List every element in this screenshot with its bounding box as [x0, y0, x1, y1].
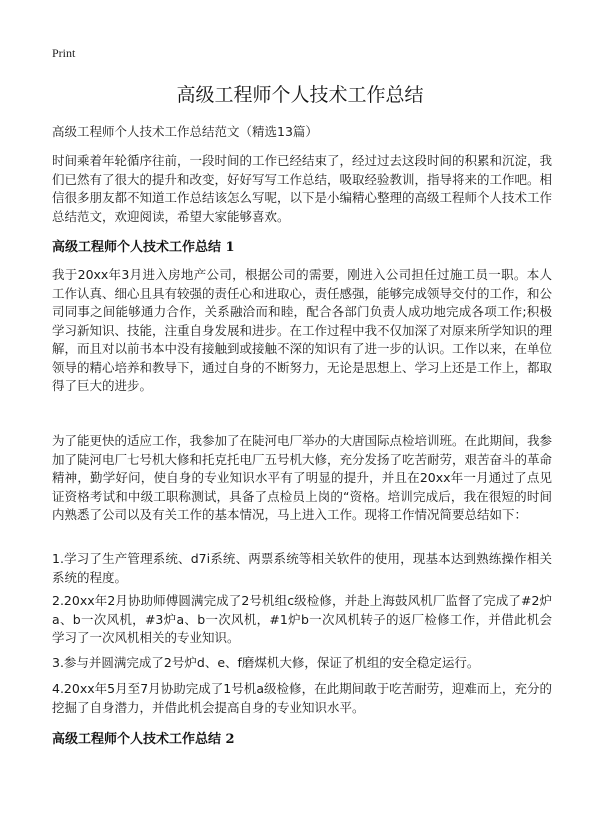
section-1-list-item-3: 3.参与并圆满完成了2号炉d、e、f磨煤机大修，保证了机组的安全稳定运行。 [52, 655, 480, 670]
section-heading-1: 高级工程师个人技术工作总结 1 [52, 240, 235, 255]
section-1-list-item-2: 2.20xx年2月协助师傅圆满完成了2号机组c级检修，并赴上海鼓风机厂监督了完成了#2炉a、b一次风机，#3炉a、b一次风机，#1炉b一次风机转子的返厂检修工作，并借此机会学习了一次风机相关的专业知识。 [52, 593, 552, 645]
print-link[interactable]: Print [52, 46, 76, 60]
intro-paragraph: 时间乘着年轮循序往前，一段时间的工作已经结束了，经过过去这段时间的积累和沉淀，我们已然有了很大的提升和改变，好好写写工作总结，吸取经验教训，指导将来的工作吧。相信很多朋友都不知道工作总结该怎么写呢，以下是小编精心整理的高级工程师个人技术工作总结范文，欢迎阅读，希望大家能够喜欢。 [52, 153, 553, 224]
page-title: 高级工程师个人技术工作总结 [176, 84, 424, 106]
section-1-paragraph-2: 为了能更快的适应工作，我参加了在陡河电厂举办的大唐国际点检培训班。在此期间，我参加了陡河电厂七号机大修和托克托电厂五号机大修，充分发扬了吃苦耐劳，艰苦奋斗的革命精神，勤学好问，使自身的专业知识水平有了明显的提升，并且在20xx年一月通过了点见证资格考试和中级工职称测试，具备了点检员上岗的“资格。培训完成后，我在很短的时间内熟悉了公司以及有关工作的基本情况，马上进入工作。现将工作情况简要总结如下： [52, 433, 553, 522]
section-1-paragraph-1: 我于20xx年3月进入房地产公司，根据公司的需要，刚进入公司担任过施工员一职。本人工作认真、细心且具有较强的责任心和进取心，责任感强，能够完成领导交付的工作，和公司同事之间能够通力合作，关系融洽而和睦，配合各部门负责人成功地完成各项工作;积极学习新知识、技能，注重自身发展和进步。在工作过程中我不仅加深了对原来所学知识的理解，而且对以前书本中没有接触到或接触不深的知识有了进一步的认识。工作以来，在单位领导的精心培养和教导下，通过自身的不断努力，无论是思想上、学习上还是工作上，都取得了巨大的进步。 [52, 267, 553, 393]
section-1-list-item-1: 1.学习了生产管理系统、d7i系统、两票系统等相关软件的使用，现基本达到熟练操作相关系统的程度。 [52, 551, 552, 585]
section-1-list-item-4: 4.20xx年5月至7月协助完成了1号机a级检修，在此期间敢于吃苦耐劳，迎难而上，充分的挖掘了自身潜力，并借此机会提高自身的专业知识水平。 [52, 681, 552, 715]
section-heading-2: 高级工程师个人技术工作总结 2 [52, 732, 235, 747]
document-subtitle: 高级工程师个人技术工作总结范文（精选13篇） [52, 124, 318, 139]
